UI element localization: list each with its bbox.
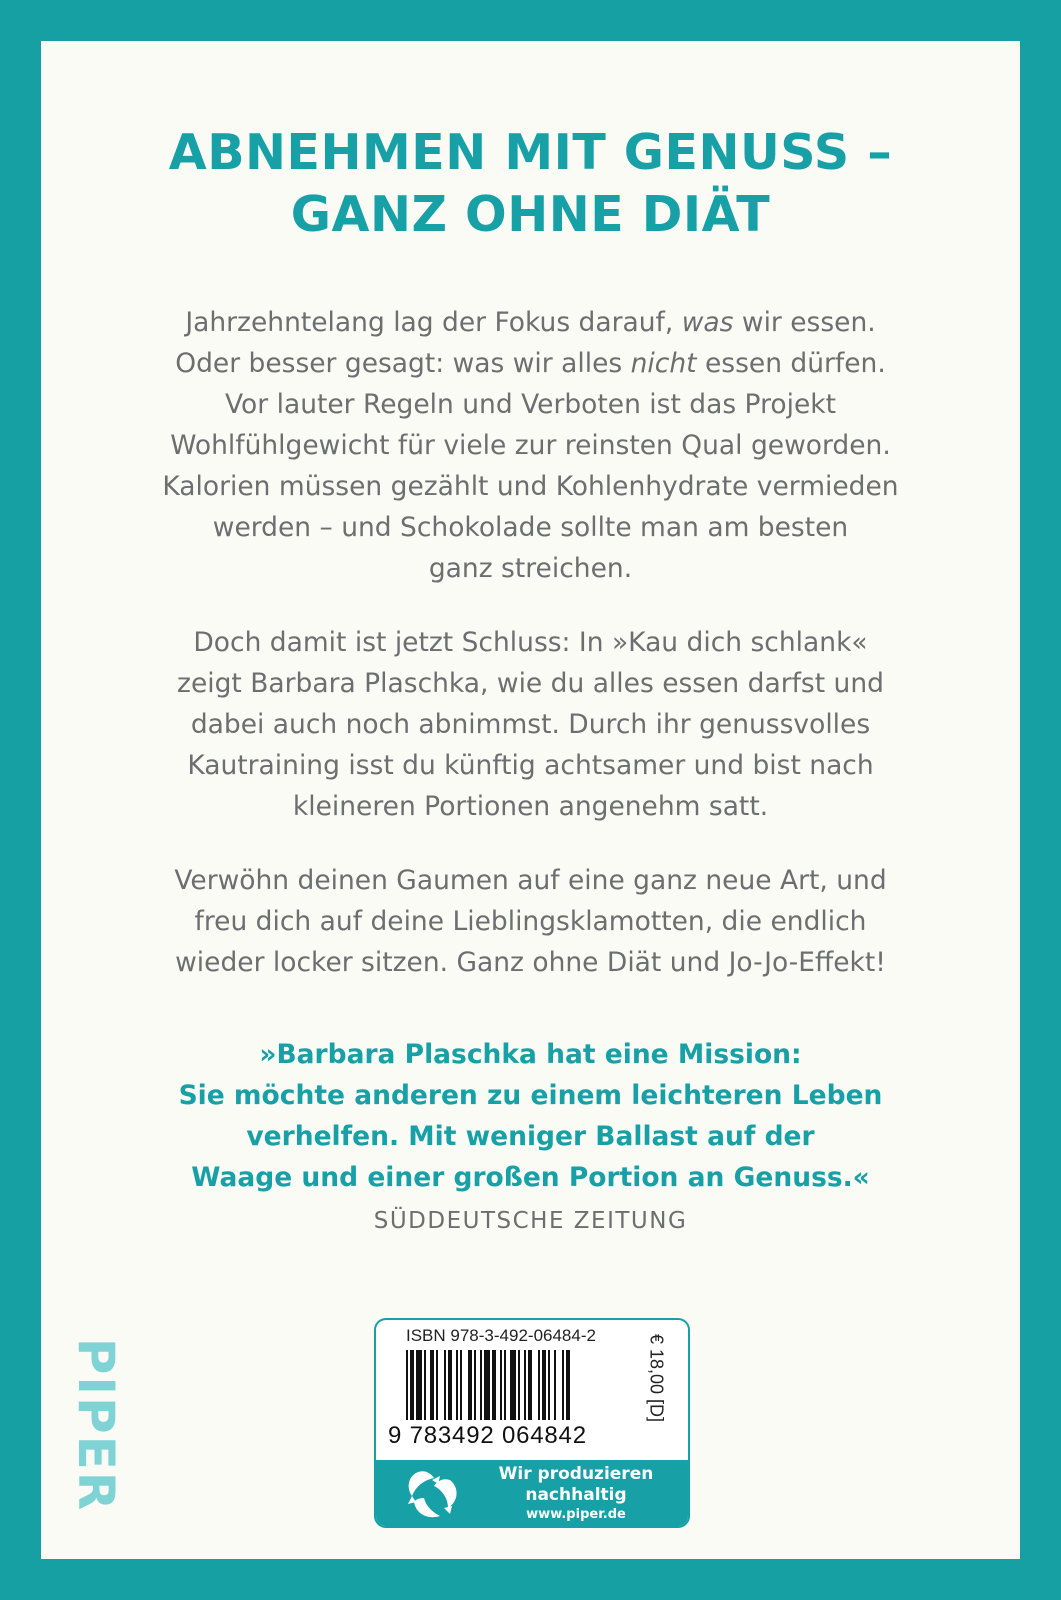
barcode-panel	[374, 1318, 690, 1528]
blurb-line: wieder locker sitzen. Ganz ohne Diät und Jo-Jo-Effekt!	[175, 947, 886, 978]
press-quote	[0, 1034, 1061, 1198]
blurb-line: Kautraining isst du künftig achtsamer und bist nach	[187, 750, 874, 781]
price-text: € 18,00 [D]	[646, 1333, 667, 1423]
emphasis-nicht: nicht	[630, 348, 697, 379]
blurb-line: kleineren Portionen angenehm satt.	[292, 791, 769, 822]
quote-line: Waage und einer großen Portion an Genuss.«	[191, 1162, 870, 1193]
publisher-logo-text: PIPER	[67, 1337, 125, 1513]
isbn-text: ISBN 978-3-492-06484-2	[406, 1326, 596, 1345]
blurb-line: dabei auch noch abnimmst. Durch ihr genussvolles	[190, 709, 871, 740]
eco-line-2: nachhaltig	[525, 1485, 627, 1505]
eco-line-1: Wir produzieren	[498, 1464, 654, 1484]
headline-line-2: GANZ OHNE DIÄT	[290, 186, 771, 243]
recycle-leaves-icon	[402, 1466, 464, 1522]
blurb-paragraph-2	[0, 622, 1061, 827]
headline-line-1: ABNEHMEN MIT GENUSS –	[168, 124, 893, 181]
publisher-logo	[67, 1330, 125, 1520]
quote-line: verhelfen. Mit weniger Ballast auf der	[246, 1121, 815, 1152]
blurb-line: Jahrzehntelang lag der Fokus darauf, was wir essen.	[185, 307, 876, 338]
blurb-line: Wohlfühlgewicht für viele zur reinsten Qual geworden.	[170, 430, 891, 461]
blurb-line: werden – und Schokolade sollte man am besten	[212, 512, 849, 543]
blurb-line: ganz streichen.	[428, 553, 633, 584]
blurb-line: freu dich auf deine Lieblingsklamotten, die endlich	[194, 906, 867, 937]
quote-source: SÜDDEUTSCHE ZEITUNG	[373, 1208, 688, 1234]
emphasis-was: was	[681, 307, 734, 338]
blurb-line: zeigt Barbara Plaschka, wie du alles essen darfst und	[177, 668, 884, 699]
eco-badge	[376, 1460, 688, 1526]
blurb-line: Verwöhn deinen Gaumen auf eine ganz neue Art, und	[174, 865, 887, 896]
blurb-paragraph-3	[0, 860, 1061, 983]
barcode-icon	[406, 1350, 624, 1420]
blurb-paragraph-1	[0, 302, 1061, 589]
ean-digits: 9 783492 064842	[388, 1422, 587, 1449]
blurb-line: Kalorien müssen gezählt und Kohlenhydrate vermieden	[162, 471, 899, 502]
eco-text	[476, 1464, 676, 1524]
blurb-line: Oder besser gesagt: was wir alles nicht essen dürfen.	[175, 348, 886, 379]
quote-line: Sie möchte anderen zu einem leichteren Leben	[178, 1080, 883, 1111]
headline	[0, 122, 1061, 246]
quote-line: »Barbara Plaschka hat eine Mission:	[259, 1039, 802, 1070]
publisher-url: www.piper.de	[526, 1507, 626, 1522]
blurb-line: Doch damit ist jetzt Schluss: In »Kau dich schlank«	[193, 627, 868, 658]
blurb-line: Vor lauter Regeln und Verboten ist das Projekt	[224, 389, 836, 420]
price-label	[636, 1328, 676, 1428]
